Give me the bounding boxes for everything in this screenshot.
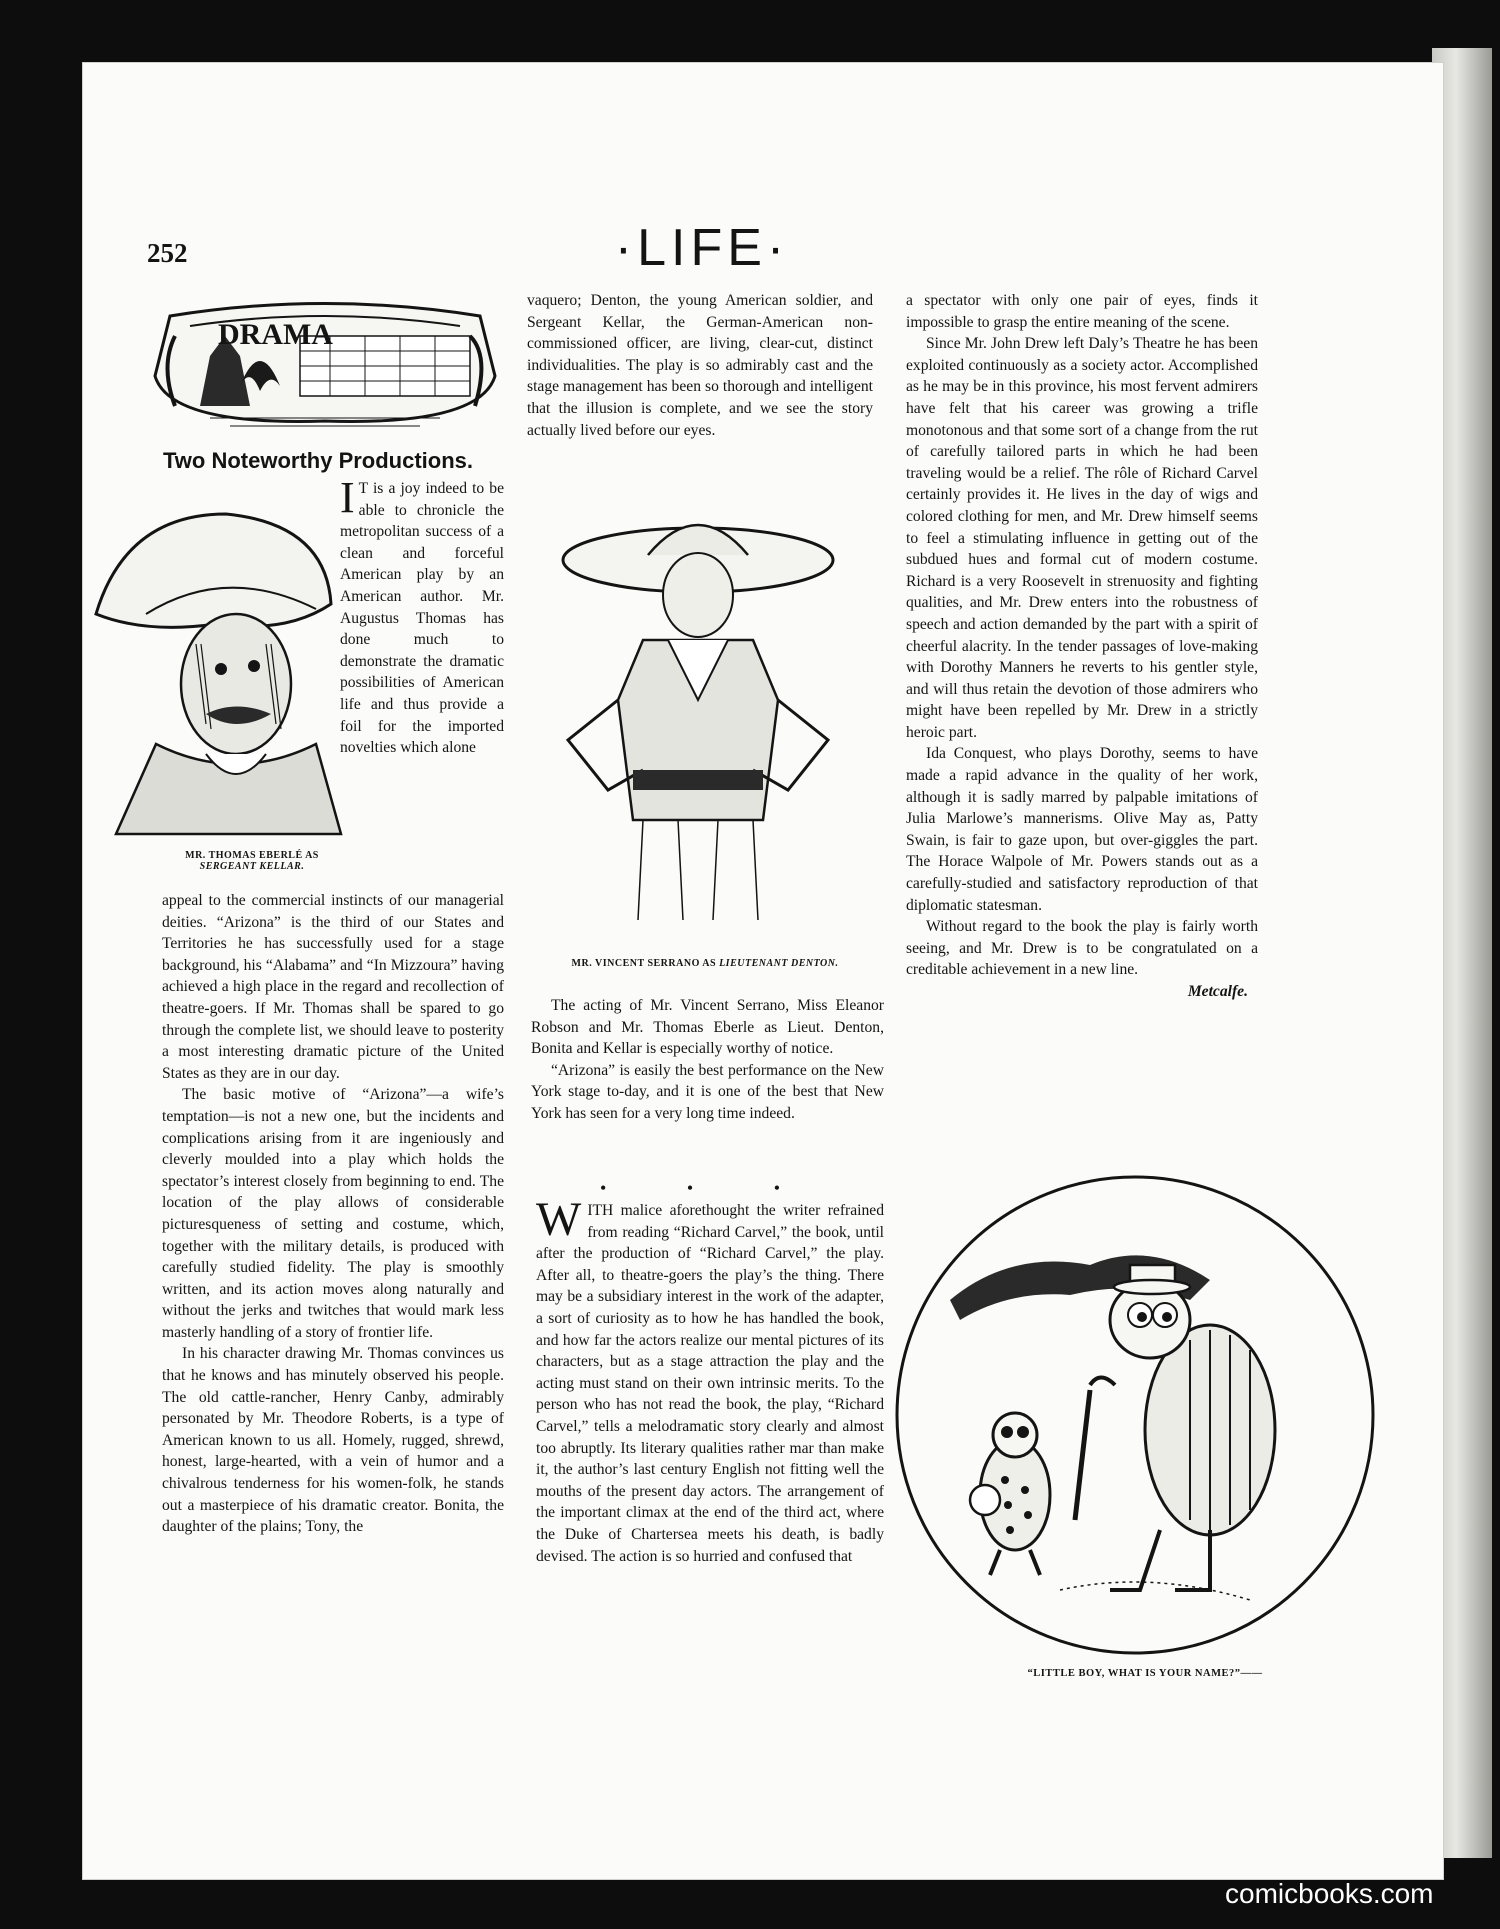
separator-dot-1: •	[600, 1178, 607, 1198]
beetle-caption: “LITTLE BOY, WHAT IS YOUR NAME?”——	[1027, 1668, 1263, 1679]
serrano-caption-role: LIEUTENANT DENTON.	[719, 958, 839, 969]
col2-top-paragraph: vaquero; Denton, the young American soldier, and Sergeant Kellar, the German-American non-commissioned officer, are living, clear-cut, distinct individualities. The play is so admirably cast and the stage management has been so thorough and intelligent that the illusion is complete, and we see the story actually lived before our eyes.	[527, 292, 873, 439]
col3-paragraph-4: Without regard to the book the play is fairly worth seeing, and Mr. Drew is to be congratulated on a creditable achievement in a new line.	[906, 918, 1258, 979]
eberle-portrait-illustration	[86, 494, 356, 844]
drop-cap-w: W	[536, 1193, 582, 1246]
col3-paragraph-1: a spectator with only one pair of eyes, finds it impossible to grasp the entire meaning of the scene.	[906, 292, 1258, 331]
page-number: 252	[147, 238, 188, 268]
column-2-middle	[531, 995, 884, 1125]
column-3-body	[906, 290, 1258, 1003]
section-title: Two Noteworthy Productions.	[162, 448, 474, 473]
col3-paragraph-2: Since Mr. John Drew left Daly’s Theatre he has been exploited continuously as a society actor. Accomplished as he may be in this province, his most fervent admirers have felt that his career was growing a trifle monotonous and that some sort of a change from the rut of carefully tailored parts in which he had been traveling would be a relief. The rôle of Richard Carvel certainly provides it. He lives in the day of wigs and colored clothing for men, and Mr. Drew himself seems to feel a stimulating influence in getting out of the subdued hues and formal cut of modern costume. Richard is a very Roosevelt in strenuosity and fighting qualities, and Mr. Drew enters into the robustness of speech and action demanded by the part with a spirit of cheerful alacrity. In the tender passages of love-making with Dorothy Manners he reverts to his gentler style, and will thus retain the devotion of those admirers who might have been repelled by Mr. Drew in a strictly heroic part.	[906, 335, 1258, 741]
eberle-caption-role: SERGEANT KELLAR.	[199, 861, 305, 872]
site-watermark: comicbooks.com	[1225, 1878, 1434, 1909]
column-1-body	[162, 890, 504, 1538]
drop-cap-i: I	[340, 473, 355, 522]
masthead-title: ·LIFE·	[614, 219, 790, 277]
serrano-caption	[530, 958, 880, 969]
eberle-caption	[162, 850, 342, 872]
col2-mid-paragraph-2: “Arizona” is easily the best performance on the New York stage to-day, and it is one of the best that New York has seen for a very long time indeed.	[531, 1061, 884, 1122]
serrano-caption-name: MR. VINCENT SERRANO AS	[571, 958, 720, 969]
author-signature: Metcalfe.	[1187, 983, 1248, 1000]
col1-paragraph-2: The basic motive of “Arizona”—a wife’s temptation—is not a new one, but the incidents and complications arising from it are ingeniously and cleverly moulded into a play which holds the spectator’s interest closely from beginning to end. The location of the play allows of considerable picturesqueness of setting and costume, which, together with the military details, is produced with carefully studied fidelity. The play is smoothly written, and its action moves along naturally and without the jerks and twitches that would mark less masterly handling of a story of frontier life.	[162, 1086, 504, 1341]
separator-dot-3: •	[773, 1178, 780, 1198]
separator-dot-2: •	[686, 1178, 694, 1198]
col1-paragraph-1: appeal to the commercial instincts of our managerial deities. “Arizona” is the third of our States and Territories he has successfully used for a stage background, his “Alabama” and “In Mizzoura” having achieved a high place in the regard and recollection of theatre-goers. If Mr. Thomas shall be spared to go through the complete list, we should leave to posterity a most interesting dramatic picture of the United States as they are in our day.	[162, 892, 504, 1082]
richard-carvel-review	[536, 1193, 884, 1567]
column-2-top	[527, 290, 873, 441]
serrano-illustration	[548, 500, 848, 930]
col2-mid-paragraph-1: The acting of Mr. Vincent Serrano, Miss Eleanor Robson and Mr. Thomas Eberle as Lieut. Denton, Bonita and Kellar is especially worthy of notice.	[531, 997, 884, 1058]
section-separator	[600, 1178, 780, 1199]
lead-paragraph	[340, 473, 504, 759]
drama-banner-label: DRAMA	[218, 318, 333, 351]
col3-paragraph-3: Ida Conquest, who plays Dorothy, seems to have made a rapid advance in the quality of her work, although it is sadly marred by palpable imitations of Julia Marlowe’s mannerisms. Olive May as, Patty Swain, is fair to gaze upon, but over-giggles the part. The Horace Walpole of Mr. Powers stands out as a carefully-studied and satisfactory reproduction of that diplomatic statesman.	[906, 745, 1258, 914]
col1-paragraph-3: In his character drawing Mr. Thomas convinces us that he knows and has minutely observed his people. The old cattle-rancher, Henry Canby, admirably personated by Mr. Theodore Roberts, is a type of American known to us all. Homely, rugged, shrewd, honest, large-hearted, with a vein of humor and a chivalrous tenderness for his women-folk, he stands out a masterpiece of his dramatic creator. Bonita, the daughter of the plains; Tony, the	[162, 1345, 504, 1536]
richard-carvel-text: ITH malice aforethought the writer refrained from reading “Richard Carvel,” the book, until after the production of “Richard Carvel,” the play. After all, to theatre-goers the play’s the thing. There may be a subsidiary interest in the work of the adapter, a sort of curiosity as to how he has handled the book, and how far the actors realize our mental pictures of its characters, but as a stage attraction the play and the acting must stand on their own intrinsic merits. To the person who has not read the book, the play, “Richard Carvel,” tells a melodramatic story clearly and almost too abruptly. Its literary qualities rather mar than make it, the author’s last century English not fitting well the mouths of the present day actors. The arrangement of the important climax at the end of the third act, where the Duke of Chartersea meets his death, is badly devised. The action is so hurried and confused that	[536, 1202, 884, 1565]
lead-paragraph-text: T is a joy indeed to be able to chronicle the metropolitan success of a clean and forceful American play by an American author. Mr. Augustus Thomas has done much to demonstrate the dramatic possibilities of American life and thus provide a foil for the imported novelties which alone	[340, 480, 504, 757]
drama-banner-illustration	[150, 296, 500, 436]
eberle-caption-name: MR. THOMAS EBERLÉ AS	[185, 850, 319, 861]
beetle-cartoon-illustration	[890, 1170, 1380, 1660]
